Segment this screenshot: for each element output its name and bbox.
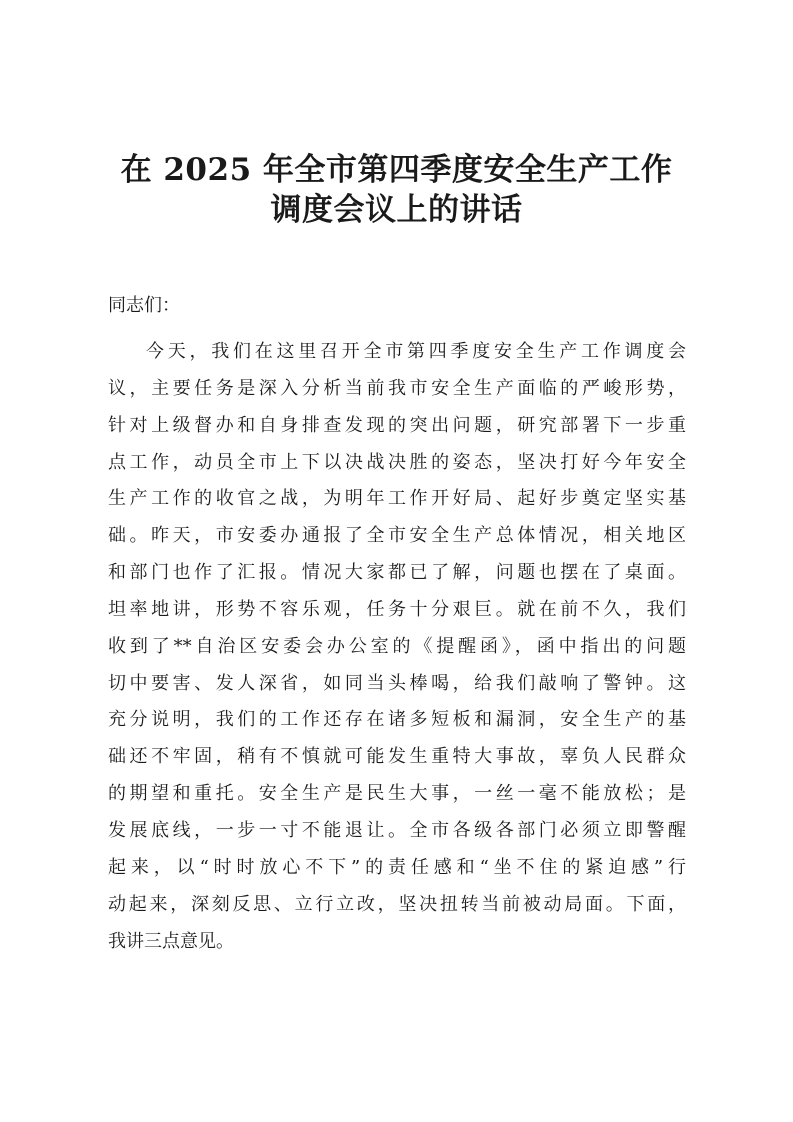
paragraph-line: 础还不牢固，稍有不慎就可能发生重特大事故，辜负人民群众 xyxy=(108,746,686,768)
title-line-1: 在 2025 年全市第四季度安全生产工作 xyxy=(120,152,673,188)
salutation: 同志们： xyxy=(108,295,180,316)
title-line-2: 调度会议上的讲话 xyxy=(270,192,523,228)
paragraph-line: 和部门也作了汇报。情况大家都已了解，问题也摆在了桌面。 xyxy=(108,562,686,584)
paragraph-line: 收到了**自治区安委会办公室的《提醒函》，函中指出的问题 xyxy=(108,635,686,657)
paragraph-line: 动起来，深刻反思、立行立改，坚决扭转当前被动局面。下面， xyxy=(108,893,686,915)
paragraph-line: 生产工作的收官之战，为明年工作开好局、起好步奠定坚实基 xyxy=(108,488,686,510)
paragraph-line: 我讲三点意见。 xyxy=(108,930,234,952)
paragraph-line: 针对上级督办和自身排查发现的突出问题，研究部署下一步重 xyxy=(108,414,686,436)
document-title xyxy=(80,150,713,230)
paragraph-line: 的期望和重托。安全生产是民生大事，一丝一毫不能放松；是 xyxy=(108,783,686,805)
paragraph-line: 点工作，动员全市上下以决战决胜的姿态，坚决打好今年安全 xyxy=(108,451,686,473)
paragraph-line: 议，主要任务是深入分析当前我市安全生产面临的严峻形势， xyxy=(108,377,686,399)
paragraph-line: 起来，以“时时放心不下”的责任感和“坐不住的紧迫感”行 xyxy=(108,856,686,878)
paragraph-line: 充分说明，我们的工作还存在诸多短板和漏洞，安全生产的基 xyxy=(108,709,686,731)
paragraph-line: 今天，我们在这里召开全市第四季度安全生产工作调度会 xyxy=(146,341,686,362)
paragraph-line: 发展底线，一步一寸不能退让。全市各级各部门必须立即警醒 xyxy=(108,819,686,841)
body-paragraph xyxy=(108,334,686,960)
paragraph-line: 坦率地讲，形势不容乐观，任务十分艰巨。就在前不久，我们 xyxy=(108,598,686,620)
paragraph-line: 础。昨天，市安委办通报了全市安全生产总体情况，相关地区 xyxy=(108,525,686,547)
paragraph-line: 切中要害、发人深省，如同当头棒喝，给我们敲响了警钟。这 xyxy=(108,672,686,694)
